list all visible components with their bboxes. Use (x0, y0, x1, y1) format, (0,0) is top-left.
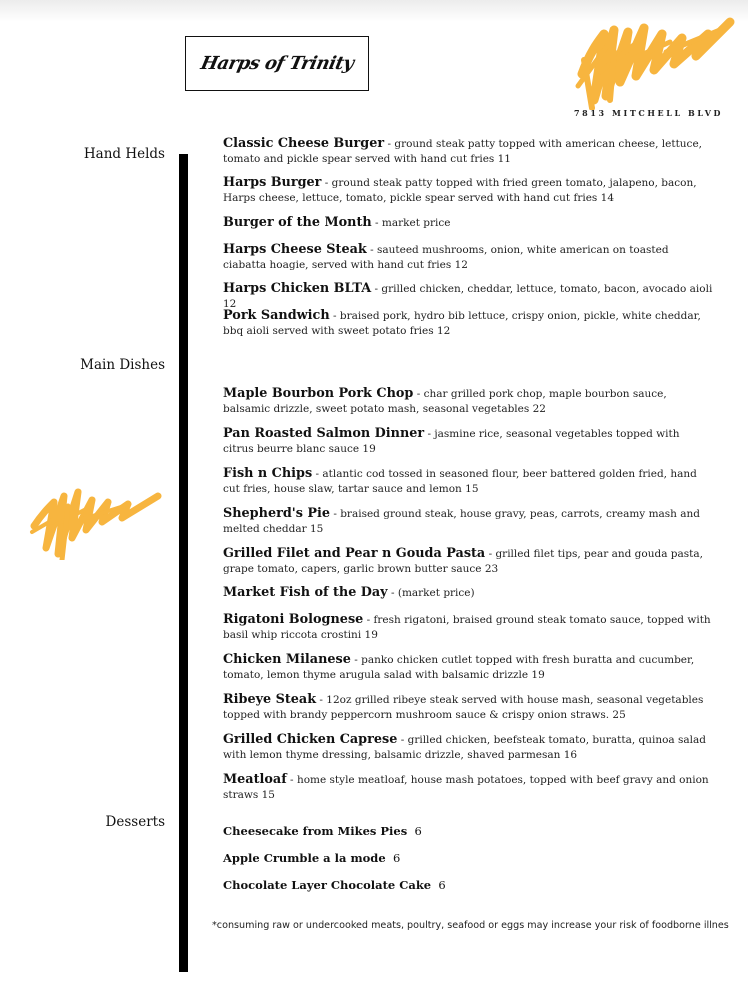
allergy-disclaimer: *consuming raw or undercooked meats, poultry, seafood or eggs may increase your risk of foodborne illnes (212, 920, 729, 931)
menu-item-desc: - ground steak patty topped with american cheese, lettuce, tomato and pickle spear served with hand cut fries 11 (223, 138, 702, 165)
menu-item (223, 136, 713, 167)
menu-item (223, 732, 713, 763)
menu-item (223, 772, 713, 803)
menu-item-name: Grilled Chicken Caprese (223, 732, 398, 747)
menu-item-name: Burger of the Month (223, 215, 372, 230)
menu-item-name: Harps Cheese Steak (223, 242, 367, 257)
menu-item-name: Fish n Chips (223, 466, 313, 481)
menu-item (223, 175, 713, 206)
restaurant-logo (185, 36, 369, 91)
scribble-decoration-top (570, 12, 735, 110)
menu-item-name: Meatloaf (223, 772, 287, 787)
section-label-desserts: Desserts (105, 814, 165, 830)
menu-item-name: Ribeye Steak (223, 692, 317, 707)
menu-item-name: Grilled Filet and Pear n Gouda Pasta (223, 546, 486, 561)
menu-item (223, 215, 713, 231)
menu-item-name: Harps Chicken BLTA (223, 281, 372, 296)
menu-item-name: Pan Roasted Salmon Dinner (223, 426, 425, 441)
menu-item-name: Shepherd's Pie (223, 506, 330, 521)
dessert-price: 6 (392, 851, 401, 865)
dessert-item (223, 851, 400, 865)
dessert-name: Apple Crumble a la mode (223, 851, 386, 865)
menu-item-name: Maple Bourbon Pork Chop (223, 386, 414, 401)
menu-item-desc: - char grilled pork chop, maple bourbon sauce, balsamic drizzle, sweet potato mash, seasonal vegetables 22 (223, 388, 667, 415)
dessert-item (223, 878, 446, 892)
menu-item-desc: - fresh rigatoni, braised ground steak tomato sauce, topped with basil whip riccota crostini 19 (223, 614, 711, 641)
menu-item-desc: - grilled chicken, beefsteak tomato, buratta, quinoa salad with lemon thyme dressing, balsamic drizzle, shaved parmesan 16 (223, 734, 707, 761)
logo-text: Harps of Trinity (198, 53, 356, 74)
menu-item-desc: - braised ground steak, house gravy, peas, carrots, creamy mash and melted cheddar 15 (223, 508, 701, 535)
dessert-name: Cheesecake from Mikes Pies (223, 824, 408, 838)
menu-item-desc: - (market price) (387, 587, 475, 599)
menu-item (223, 692, 713, 723)
dessert-name: Chocolate Layer Chocolate Cake (223, 878, 432, 892)
menu-item (223, 242, 713, 273)
dessert-item (223, 824, 422, 838)
menu-item-name: Chicken Milanese (223, 652, 351, 667)
menu-item (223, 585, 713, 601)
menu-item-desc: - panko chicken cutlet topped with fresh buratta and cucumber, tomato, lemon thyme arugula salad with balsamic drizzle 19 (223, 654, 695, 681)
menu-item (223, 426, 713, 457)
menu-item (223, 652, 713, 683)
menu-item-name: Rigatoni Bolognese (223, 612, 364, 627)
menu-item-name: Classic Cheese Burger (223, 136, 385, 151)
menu-item (223, 386, 713, 417)
menu-item-desc: - jasmine rice, seasonal vegetables topped with citrus beurre blanc sauce 19 (223, 428, 680, 455)
scribble-decoration-left (28, 478, 163, 560)
menu-item-desc: - grilled chicken, cheddar, lettuce, tomato, bacon, avocado aioli 12 (223, 283, 713, 310)
menu-item (223, 612, 713, 643)
menu-item-desc: - home style meatloaf, house mash potatoes, topped with beef gravy and onion straws 15 (223, 774, 709, 801)
restaurant-address: 7813 MITCHELL BLVD (574, 108, 724, 118)
menu-item (223, 546, 713, 577)
menu-item-desc: - market price (371, 217, 451, 229)
menu-item-name: Pork Sandwich (223, 308, 330, 323)
menu-item-name: Market Fish of the Day (223, 585, 388, 600)
dessert-price: 6 (414, 824, 422, 838)
section-label-hand-helds: Hand Helds (83, 146, 165, 162)
dessert-price: 6 (438, 878, 446, 892)
menu-item (223, 466, 713, 497)
menu-item (223, 308, 713, 339)
menu-item-desc: - 12oz grilled ribeye steak served with house mash, seasonal vegetables topped with brandy peppercorn mushroom sauce & crispy onion straws. 25 (223, 694, 704, 721)
menu-item-name: Harps Burger (223, 175, 322, 190)
section-label-main-dishes: Main Dishes (80, 357, 165, 373)
menu-item (223, 506, 713, 537)
menu-item-desc: - sauteed mushrooms, onion, white american on toasted ciabatta hoagie, served with hand cut fries 12 (223, 244, 669, 271)
menu-item-desc: - braised pork, hydro bib lettuce, crispy onion, pickle, white cheddar, bbq aioli served with sweet potato fries 12 (223, 310, 701, 337)
menu-item-desc: - grilled filet tips, pear and gouda pasta, grape tomato, capers, garlic brown butter sauce 23 (223, 548, 703, 575)
menu-item-desc: - atlantic cod tossed in seasoned flour, beer battered golden fried, hand cut fries, house slaw, tartar sauce and lemon 15 (223, 468, 697, 495)
vertical-divider-bar (179, 154, 188, 972)
menu-item-desc: - ground steak patty topped with fried green tomato, jalapeno, bacon, Harps cheese, lettuce, tomato, pickle spear served with hand cut fries 14 (223, 177, 697, 204)
